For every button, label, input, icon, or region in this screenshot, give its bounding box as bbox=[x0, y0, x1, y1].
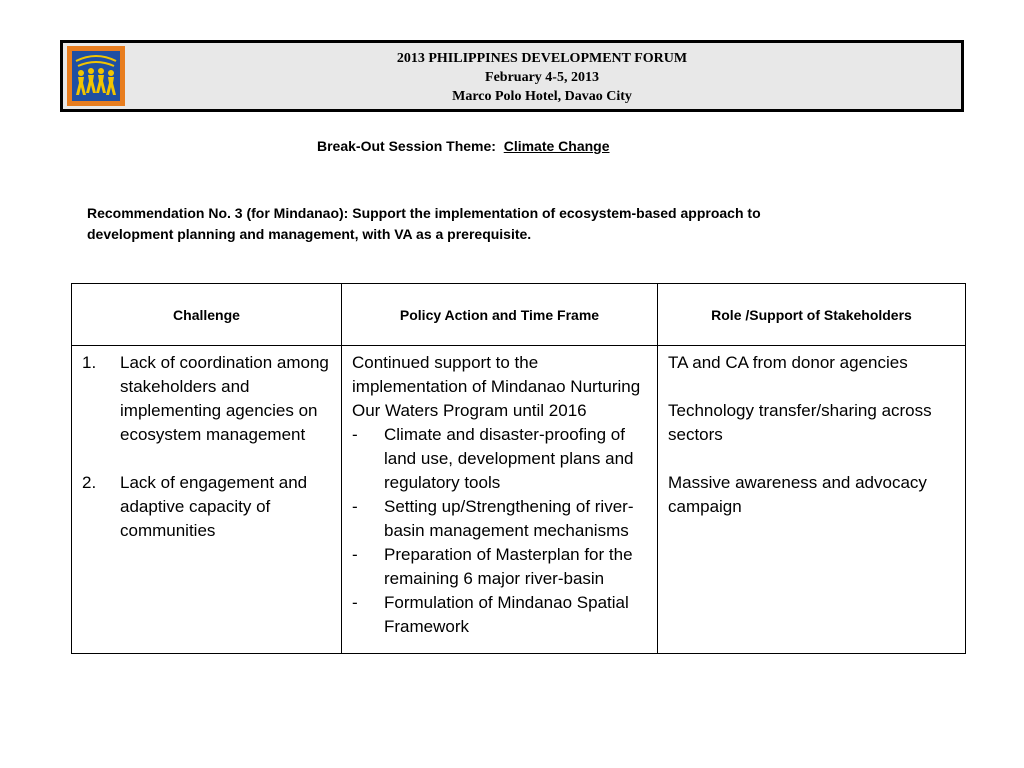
list-number: 2. bbox=[82, 473, 97, 492]
stakeholder-role-item: TA and CA from donor agencies bbox=[668, 353, 908, 372]
policy-action-text: Setting up/Strengthening of river-basin management mechanisms bbox=[384, 497, 634, 540]
policy-action-text: Climate and disaster-proofing of land use, development plans and regulatory tools bbox=[384, 425, 634, 492]
header-challenge: Challenge bbox=[72, 284, 342, 346]
stakeholder-role-item: Massive awareness and advocacy campaign bbox=[668, 473, 927, 516]
list-item bbox=[352, 543, 649, 591]
list-number: 1. bbox=[82, 353, 97, 372]
session-theme-label: Break-Out Session Theme: bbox=[317, 138, 496, 154]
policy-action-list bbox=[352, 423, 649, 639]
list-item bbox=[352, 591, 649, 639]
forum-title: 2013 PHILIPPINES DEVELOPMENT FORUM bbox=[396, 51, 688, 66]
forum-dates: February 4-5, 2013 bbox=[485, 70, 599, 85]
forum-title-block bbox=[133, 49, 951, 106]
challenge-text: Lack of coordination among stakeholders and implementing agencies on ecosystem management bbox=[120, 353, 329, 444]
policy-action-cell bbox=[342, 346, 658, 654]
list-item bbox=[82, 471, 333, 543]
stakeholder-role-cell bbox=[658, 346, 966, 654]
list-item bbox=[352, 495, 649, 543]
list-dash: - bbox=[352, 593, 358, 612]
recommendation-statement: Recommendation No. 3 (for Mindanao): Support the implementation of ecosystem-based approach to development planning and management, with VA as a prerequisite. bbox=[87, 205, 761, 242]
header-stakeholder-role: Role /Support of Stakeholders bbox=[658, 284, 966, 346]
challenge-list bbox=[82, 351, 333, 543]
list-dash: - bbox=[352, 545, 358, 564]
table-header-row bbox=[72, 284, 966, 346]
list-item bbox=[352, 423, 649, 495]
recommendation-matrix-table bbox=[71, 283, 966, 654]
list-item bbox=[82, 351, 333, 447]
table-row bbox=[72, 346, 966, 654]
stakeholder-role-item: Technology transfer/sharing across sectors bbox=[668, 401, 932, 444]
list-dash: - bbox=[352, 425, 358, 444]
forum-logo bbox=[67, 46, 125, 106]
header-policy-action: Policy Action and Time Frame bbox=[342, 284, 658, 346]
session-theme-value: Climate Change bbox=[503, 138, 610, 154]
people-logo-icon bbox=[72, 51, 120, 101]
policy-action-text: Formulation of Mindanao Spatial Framework bbox=[384, 593, 629, 636]
policy-intro: Continued support to the implementation of Mindanao Nurturing Our Waters Program until 2016 bbox=[352, 353, 641, 420]
challenge-cell bbox=[72, 346, 342, 654]
forum-venue: Marco Polo Hotel, Davao City bbox=[452, 89, 632, 104]
session-theme bbox=[317, 138, 610, 154]
challenge-text: Lack of engagement and adaptive capacity of communities bbox=[120, 473, 308, 540]
forum-header-banner bbox=[60, 40, 964, 112]
policy-action-text: Preparation of Masterplan for the remaining 6 major river-basin bbox=[384, 545, 633, 588]
list-dash: - bbox=[352, 497, 358, 516]
